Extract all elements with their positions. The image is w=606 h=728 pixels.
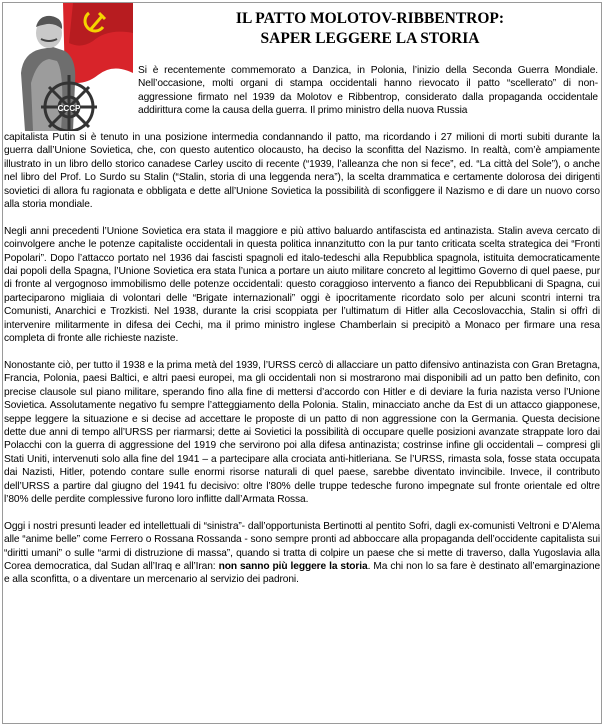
soviet-illustration xyxy=(3,3,133,131)
page-title xyxy=(140,9,600,49)
paragraph-1-intro: Si è recentemente commemorato a Danzica, in Polonia, l’inizio della Seconda Guerra Mondiale. Nell’occasione, molti organi di stampa occidentali hanno rievocato il patto “scellerato” di non-aggressione firmato nel 1939 da Molotov e Ribbentrop, considerato dalla propaganda occidentale addirittura come la causa della guerra. Il primo ministro della nuova Russia xyxy=(138,65,598,117)
paragraph-4-text-before: Oggi i nostri presunti leader ed intellettuali di “sinistra”- dall’opportunista Bertinotti al pentito Sofri, dagli ex-comunisti Veltroni e D’Alema alle “anime belle” come Ferrero o Rossana Rossanda - sono sempre pronti ad abboccare alla propaganda dell’occidente capitalista sui “diritti umani” o sulle “armi di distruzione di massa”, quando si tratta di colpire un paese che si mette di traverso, dalla Yugoslavia alla Corea democratica, dal Sudan all’Iraq e all’Iran: xyxy=(4,520,600,572)
intro-text-block xyxy=(138,64,598,118)
title-line-2: SAPER LEGGERE LA STORIA xyxy=(260,30,480,47)
cccp-label: CCCP xyxy=(57,104,81,113)
paragraph-4 xyxy=(4,520,600,587)
paragraph-4-text-after: . Ma chi non lo sa fare è destinato all’emarginazione e alla sconfitta, o a diventare un mercenario al servizio dei padroni. xyxy=(4,560,601,586)
paragraph-1-continuation: capitalista Putin si è tenuto in una posizione intermedia condannando il patto, ma ricordando i 27 milioni di morti subiti durante la guerra dall’Unione Sovietica, che, con questo autentico olocausto, ha deciso la sconfitta del Nazismo. In realtà, com’è ampiamente illustrato in un libro dello storico canadese Carley uscito di recente (“1939, l’alleanza che non si fece”, ed. “La città del Sole”), o anche nel libro del Prof. Lo Surdo su Stalin (“Stalin, storia di una leggenda nera”), la scelta drammatica e certamente dolorosa dei dirigenti sovietici di allora fu ragionata e obbligata e dette all’Unione Sovietica la possibilità di sconfiggere il Nazismo e di dare un nuovo corso alla storia mondiale. xyxy=(4,132,600,211)
article-body xyxy=(4,131,600,600)
title-line-1: IL PATTO MOLOTOV-RIBBENTROP: xyxy=(235,10,505,27)
paragraph-2: Negli anni precedenti l’Unione Sovietica era stata il maggiore e più attivo baluardo antifascista ed antinazista. Stalin aveva cercato di coinvolgere anche le potenze capitaliste occidentali in questa politica innanzitutto con la pur tanto criticata scelta strategica dei “Fronti Popolari”. Dopo l’attacco portato nel 1936 dai fascisti spagnoli ed italo-tedeschi alla Repubblica spagnola, istituita democraticamente dai popoli della Spagna, l’Unione Sovietica era stata l’unica a portare un aiuto militare concreto al legittimo Governo di quel paese, pur di fronte al vergognoso immobilismo delle potenze occidentali: questo coraggioso intervento a fianco dei Repubblicani di Spagna, cui parteciparono migliaia di volontari delle “Brigate internazionali” oggi è ipocritamente ricordato solo per alcuni scontri interni tra Comunisti, Anarchici e Trozkisti. Nel 1938, durante la crisi scoppiata per l’ultimatum di Hitler alla Cecoslovacchia, Stalin si offrì di intervenire militarmente in difesa dei Cechi, ma il primo ministro inglese Chamberlain si precipitò a Monaco per firmare una resa completa di fronte alle richieste naziste. xyxy=(4,225,600,345)
paragraph-3: Nonostante ciò, per tutto il 1938 e la prima metà del 1939, l’URSS cercò di allacciare un patto difensivo antinazista con Gran Bretagna, Francia, Polonia, paesi Baltici, e altri paesi europei, ma gli occidentali non si mostrarono mai disponibili ad un patto ben definito, con precise clausole sul piano militare, sperando fino alla fine di mettersi d’accordo con Hitler e di deviare la furia nazista verso l’Unione Sovietica. Assolutamente negativo fu sempre l’atteggiamento della Polonia. Stalin, minacciato anche da Est di un attacco giapponese, seppe leggere la situazione e si decise ad accettare le proposte di un patto di non aggressione con la Germania. Questa decisione dette due anni di tempo all’URSS per riarmarsi; dette ai Sovietici la possibilità di occupare quelle posizioni avanzate strappate loro dai Polacchi con la guerra di aggressione del 1919 che servirono poi alla difesa antinazista; costrinse infine gli occidentali – compresi gli Stati Uniti, intervenuti solo alla fine del 1941 – a partecipare alla crociata anti-hitleriana. Se l’URSS, rimasta sola, fosse stata occupata dai Nazisti, Hitler, potendo contare sulle enormi risorse naturali di quel paese, sarebbe diventato invincibile. Invece, il contributo dell’URSS a partire dal giugno del 1941 fu decisivo: oltre l’80% delle truppe tedesche furono impegnate sul fronte orientale ed oltre l’80% delle perdite complessive furono loro inflitte dall’Armata Rossa. xyxy=(4,359,600,505)
emphasis-read-history: non sanno più leggere la storia xyxy=(218,560,368,572)
